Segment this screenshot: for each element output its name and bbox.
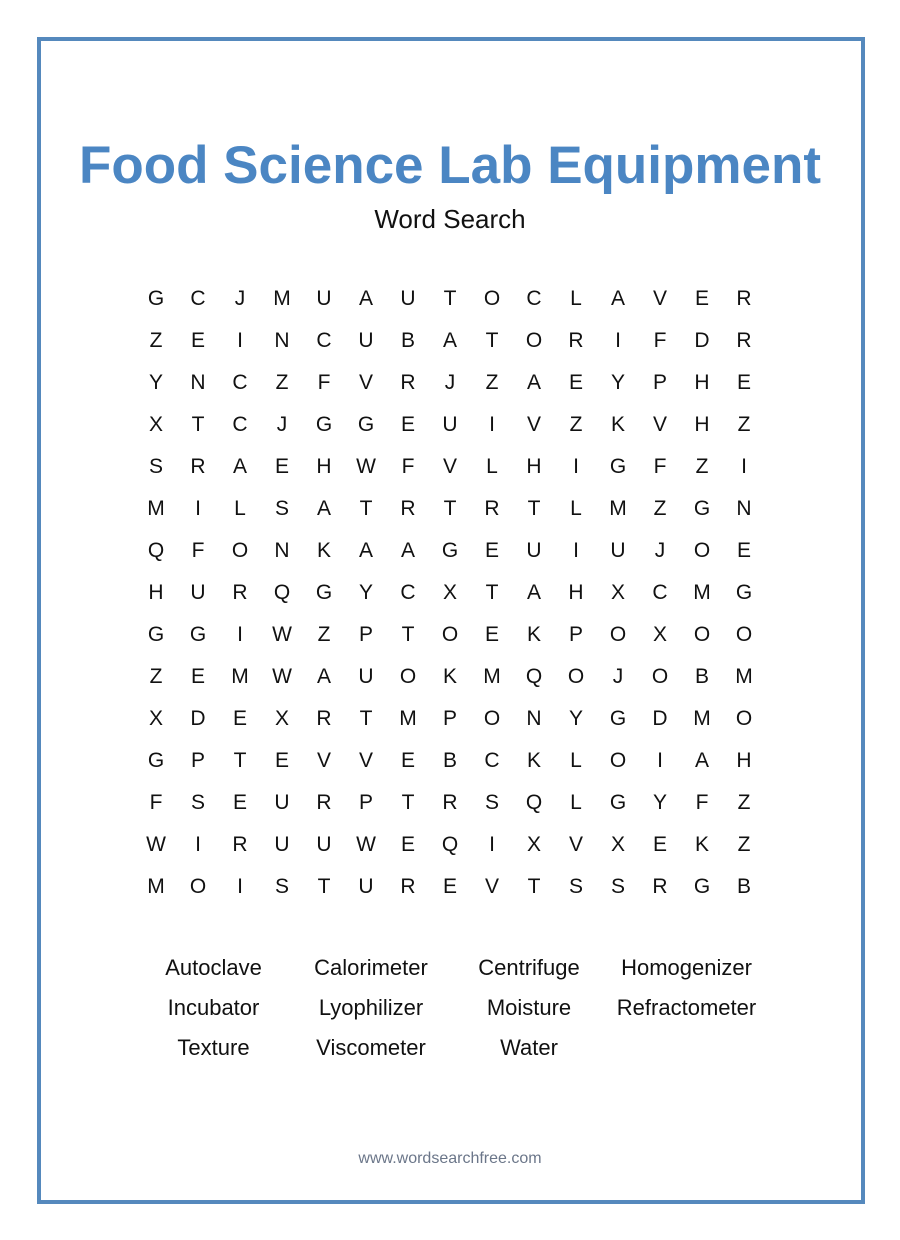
grid-cell[interactable]: F — [653, 455, 667, 478]
grid-cell[interactable]: H — [568, 581, 584, 604]
grid-cell[interactable]: G — [735, 581, 753, 604]
grid-cell[interactable]: F — [149, 791, 163, 814]
puzzle-title: Food Science Lab Equipment — [78, 136, 822, 195]
grid-row — [135, 572, 765, 614]
grid-cell[interactable]: T — [359, 497, 373, 520]
grid-cell[interactable]: F — [401, 455, 415, 478]
grid-cell[interactable]: I — [741, 455, 747, 478]
grid-cell[interactable]: E — [400, 749, 415, 772]
word-list — [135, 948, 765, 1068]
grid-cell[interactable]: A — [400, 539, 415, 562]
grid-cell[interactable]: F — [653, 329, 667, 352]
grid-cell[interactable]: Q — [147, 539, 165, 562]
grid-cell[interactable]: V — [652, 287, 667, 310]
grid-cell[interactable]: R — [190, 455, 206, 478]
grid-cell[interactable]: B — [694, 665, 709, 688]
grid-cell[interactable]: T — [443, 497, 457, 520]
grid-cell[interactable]: G — [315, 581, 333, 604]
grid-cell[interactable]: J — [612, 665, 624, 688]
grid-cell[interactable]: G — [609, 707, 627, 730]
grid-cell[interactable]: C — [652, 581, 668, 604]
grid-cell[interactable]: Y — [148, 371, 163, 394]
word-list-item: Homogenizer — [621, 955, 752, 980]
grid-cell[interactable]: W — [146, 833, 166, 856]
grid-cell[interactable]: I — [615, 329, 621, 352]
grid-cell[interactable]: A — [316, 497, 331, 520]
grid-cell[interactable]: O — [483, 707, 501, 730]
grid-row — [135, 320, 765, 362]
grid-cell[interactable]: M — [735, 665, 753, 688]
grid-row — [135, 362, 765, 404]
grid-cell[interactable]: G — [693, 875, 711, 898]
grid-cell[interactable]: L — [570, 497, 582, 520]
word-list-item: Centrifuge — [478, 955, 580, 980]
grid-cell[interactable]: A — [694, 749, 709, 772]
grid-cell[interactable]: J — [276, 413, 288, 436]
grid-cell[interactable]: G — [147, 287, 165, 310]
grid-cell[interactable]: S — [274, 875, 289, 898]
grid-cell[interactable]: P — [358, 623, 373, 646]
grid-cell[interactable]: Z — [275, 371, 289, 394]
grid-cell[interactable]: U — [316, 287, 332, 310]
grid-cell[interactable]: E — [694, 287, 709, 310]
grid-cell[interactable]: Y — [568, 707, 583, 730]
grid-cell[interactable]: G — [609, 791, 627, 814]
grid-cell[interactable]: X — [274, 707, 289, 730]
grid-row — [135, 404, 765, 446]
grid-row — [135, 446, 765, 488]
grid-cell[interactable]: W — [356, 455, 376, 478]
grid-cell[interactable]: A — [442, 329, 457, 352]
grid-cell[interactable]: U — [274, 791, 290, 814]
word-list-item: Texture — [177, 1035, 250, 1060]
grid-cell[interactable]: M — [693, 707, 711, 730]
grid-cell[interactable]: O — [567, 665, 585, 688]
grid-cell[interactable]: S — [274, 497, 289, 520]
footer-url[interactable]: www.wordsearchfree.com — [358, 1150, 542, 1167]
grid-cell[interactable]: E — [190, 665, 205, 688]
grid-cell[interactable]: V — [316, 749, 331, 772]
grid-cell[interactable]: F — [191, 539, 205, 562]
grid-cell[interactable]: S — [148, 455, 163, 478]
grid-cell[interactable]: E — [484, 623, 499, 646]
grid-cell[interactable]: X — [148, 707, 163, 730]
grid-cell[interactable]: O — [735, 623, 753, 646]
grid-cell[interactable]: J — [234, 287, 246, 310]
grid-cell[interactable]: S — [610, 875, 625, 898]
grid-cell[interactable]: G — [147, 623, 165, 646]
grid-cell[interactable]: I — [573, 455, 579, 478]
grid-cell[interactable]: O — [735, 707, 753, 730]
grid-cell[interactable]: I — [657, 749, 663, 772]
grid-cell[interactable]: N — [274, 329, 290, 352]
grid-cell[interactable]: V — [358, 749, 373, 772]
grid-cell[interactable]: X — [652, 623, 667, 646]
grid-row — [135, 866, 765, 908]
grid-cell[interactable]: G — [315, 413, 333, 436]
grid-cell[interactable]: H — [316, 455, 332, 478]
grid-cell[interactable]: E — [484, 539, 499, 562]
grid-row — [135, 488, 765, 530]
grid-cell[interactable]: M — [483, 665, 501, 688]
grid-cell[interactable]: M — [231, 665, 249, 688]
grid-row — [135, 530, 765, 572]
grid-cell[interactable]: B — [736, 875, 751, 898]
grid-cell[interactable]: G — [609, 455, 627, 478]
grid-cell[interactable]: B — [442, 749, 457, 772]
grid-cell[interactable]: O — [189, 875, 207, 898]
word-list-item: Moisture — [486, 995, 572, 1020]
grid-cell[interactable]: D — [652, 707, 668, 730]
word-list-item: Water — [500, 1035, 558, 1060]
grid-cell[interactable]: U — [190, 581, 206, 604]
grid-cell[interactable]: T — [527, 875, 541, 898]
grid-cell[interactable]: U — [442, 413, 458, 436]
grid-cell[interactable]: Z — [149, 665, 163, 688]
grid-cell[interactable]: U — [358, 665, 374, 688]
grid-row — [135, 614, 765, 656]
letter-grid — [135, 278, 765, 908]
grid-cell[interactable]: R — [232, 833, 248, 856]
grid-cell[interactable]: I — [195, 497, 201, 520]
grid-cell[interactable]: X — [610, 833, 625, 856]
grid-cell[interactable]: X — [442, 581, 457, 604]
grid-cell[interactable]: R — [652, 875, 668, 898]
grid-cell[interactable]: P — [442, 707, 457, 730]
grid-cell[interactable]: K — [526, 623, 541, 646]
grid-cell[interactable]: A — [526, 371, 541, 394]
grid-cell[interactable]: G — [189, 623, 207, 646]
grid-cell[interactable]: E — [232, 707, 247, 730]
grid-cell[interactable]: A — [526, 581, 541, 604]
grid-cell[interactable]: Z — [737, 833, 751, 856]
grid-cell[interactable]: C — [190, 287, 206, 310]
grid-cell[interactable]: T — [359, 707, 373, 730]
grid-cell[interactable]: J — [654, 539, 666, 562]
grid-row — [135, 782, 765, 824]
grid-cell[interactable]: Y — [358, 581, 373, 604]
grid-cell[interactable]: N — [190, 371, 206, 394]
grid-cell[interactable]: O — [693, 623, 711, 646]
grid-cell[interactable]: T — [401, 791, 415, 814]
grid-cell[interactable]: Y — [610, 371, 625, 394]
grid-cell[interactable]: N — [526, 707, 542, 730]
grid-cell[interactable]: M — [273, 287, 291, 310]
grid-cell[interactable]: U — [274, 833, 290, 856]
grid-cell[interactable]: C — [316, 329, 332, 352]
grid-cell[interactable]: O — [609, 749, 627, 772]
grid-cell[interactable]: K — [442, 665, 457, 688]
grid-cell[interactable]: I — [237, 875, 243, 898]
grid-cell[interactable]: Z — [695, 455, 709, 478]
grid-cell[interactable]: W — [272, 665, 292, 688]
grid-cell[interactable]: P — [652, 371, 667, 394]
grid-cell[interactable]: R — [316, 791, 332, 814]
grid-cell[interactable]: V — [652, 413, 667, 436]
grid-cell[interactable]: T — [191, 413, 205, 436]
grid-cell[interactable]: Z — [317, 623, 331, 646]
grid-cell[interactable]: M — [399, 707, 417, 730]
word-list-item: Calorimeter — [314, 955, 428, 980]
grid-cell[interactable]: H — [694, 371, 710, 394]
grid-cell[interactable]: E — [400, 833, 415, 856]
grid-cell[interactable]: V — [526, 413, 541, 436]
grid-cell[interactable]: L — [486, 455, 498, 478]
grid-cell[interactable]: L — [570, 749, 582, 772]
grid-cell[interactable]: V — [442, 455, 457, 478]
grid-row — [135, 278, 765, 320]
grid-cell[interactable]: N — [736, 497, 752, 520]
grid-cell[interactable]: H — [148, 581, 164, 604]
word-list-item: Refractometer — [616, 995, 757, 1020]
grid-cell[interactable]: Z — [485, 371, 499, 394]
grid-cell[interactable]: O — [609, 623, 627, 646]
grid-cell[interactable]: R — [232, 581, 248, 604]
grid-cell[interactable]: O — [483, 287, 501, 310]
grid-cell[interactable]: U — [400, 287, 416, 310]
grid-cell[interactable]: O — [231, 539, 249, 562]
grid-row — [135, 656, 765, 698]
grid-cell[interactable]: P — [190, 749, 205, 772]
grid-cell[interactable]: C — [484, 749, 500, 772]
grid-cell[interactable]: E — [736, 371, 751, 394]
grid-cell[interactable]: R — [442, 791, 458, 814]
word-list-item: Autoclave — [165, 955, 262, 980]
grid-cell[interactable]: R — [484, 497, 500, 520]
grid-cell[interactable]: E — [568, 371, 583, 394]
grid-cell[interactable]: H — [694, 413, 710, 436]
grid-cell[interactable]: E — [652, 833, 667, 856]
grid-cell[interactable]: H — [736, 749, 752, 772]
grid-cell[interactable]: Q — [273, 581, 291, 604]
grid-cell[interactable]: I — [489, 833, 495, 856]
grid-cell[interactable]: A — [358, 539, 373, 562]
grid-cell[interactable]: Z — [653, 497, 667, 520]
grid-cell[interactable]: E — [442, 875, 457, 898]
grid-cell[interactable]: T — [233, 749, 247, 772]
grid-cell[interactable]: L — [570, 287, 582, 310]
grid-cell[interactable]: R — [568, 329, 584, 352]
grid-cell[interactable]: R — [400, 371, 416, 394]
grid-cell[interactable]: O — [399, 665, 417, 688]
grid-cell[interactable]: V — [358, 371, 373, 394]
grid-cell[interactable]: U — [526, 539, 542, 562]
grid-cell[interactable]: N — [274, 539, 290, 562]
grid-cell[interactable]: A — [232, 455, 247, 478]
grid-cell[interactable]: T — [401, 623, 415, 646]
grid-cell[interactable]: Z — [737, 791, 751, 814]
grid-cell[interactable]: C — [526, 287, 542, 310]
grid-cell[interactable]: G — [357, 413, 375, 436]
grid-cell[interactable]: P — [568, 623, 583, 646]
word-list-item: Lyophilizer — [318, 995, 424, 1020]
grid-cell[interactable]: S — [190, 791, 205, 814]
grid-cell[interactable]: E — [274, 749, 289, 772]
grid-cell[interactable]: R — [400, 497, 416, 520]
grid-cell[interactable]: I — [237, 623, 243, 646]
grid-cell[interactable]: U — [358, 875, 374, 898]
grid-cell[interactable]: Y — [652, 791, 667, 814]
grid-cell[interactable]: E — [190, 329, 205, 352]
grid-cell[interactable]: E — [274, 455, 289, 478]
grid-cell[interactable]: L — [570, 791, 582, 814]
grid-cell[interactable]: T — [317, 875, 331, 898]
word-list-item: Incubator — [167, 995, 260, 1020]
grid-cell[interactable]: P — [358, 791, 373, 814]
grid-cell[interactable]: I — [195, 833, 201, 856]
grid-cell[interactable]: S — [568, 875, 583, 898]
grid-cell[interactable]: H — [526, 455, 542, 478]
grid-cell[interactable]: O — [693, 539, 711, 562]
grid-cell[interactable]: W — [356, 833, 376, 856]
grid-cell[interactable]: T — [527, 497, 541, 520]
grid-cell[interactable]: T — [443, 287, 457, 310]
grid-cell[interactable]: F — [695, 791, 709, 814]
grid-cell[interactable]: T — [485, 329, 499, 352]
grid-cell[interactable]: V — [484, 875, 499, 898]
grid-cell[interactable]: A — [610, 287, 625, 310]
grid-cell[interactable]: I — [489, 413, 495, 436]
grid-cell[interactable]: T — [485, 581, 499, 604]
grid-cell[interactable]: M — [609, 497, 627, 520]
grid-cell[interactable]: K — [610, 413, 625, 436]
grid-cell[interactable]: Z — [737, 413, 751, 436]
grid-cell[interactable]: O — [525, 329, 543, 352]
grid-cell[interactable]: C — [400, 581, 416, 604]
grid-cell[interactable]: Q — [441, 833, 459, 856]
grid-cell[interactable]: E — [232, 791, 247, 814]
grid-cell[interactable]: U — [316, 833, 332, 856]
grid-cell[interactable]: X — [610, 581, 625, 604]
grid-cell[interactable]: K — [526, 749, 541, 772]
grid-cell[interactable]: O — [441, 623, 459, 646]
grid-cell[interactable]: B — [400, 329, 415, 352]
grid-cell[interactable]: A — [316, 665, 331, 688]
grid-cell[interactable]: L — [234, 497, 246, 520]
grid-cell[interactable]: O — [651, 665, 669, 688]
grid-cell[interactable]: Q — [525, 791, 543, 814]
grid-cell[interactable]: M — [147, 497, 165, 520]
grid-cell[interactable]: Z — [149, 329, 163, 352]
grid-cell[interactable]: M — [693, 581, 711, 604]
grid-cell[interactable]: K — [316, 539, 331, 562]
grid-cell[interactable]: R — [736, 287, 752, 310]
word-list-item: Viscometer — [316, 1035, 426, 1060]
grid-cell[interactable]: R — [316, 707, 332, 730]
grid-cell[interactable]: D — [694, 329, 710, 352]
grid-cell[interactable]: Z — [569, 413, 583, 436]
grid-cell[interactable]: S — [484, 791, 499, 814]
grid-row — [135, 698, 765, 740]
grid-cell[interactable]: K — [694, 833, 709, 856]
grid-cell[interactable]: A — [358, 287, 373, 310]
grid-cell[interactable]: V — [568, 833, 583, 856]
grid-cell[interactable]: X — [148, 413, 163, 436]
grid-cell[interactable]: W — [272, 623, 292, 646]
grid-cell[interactable]: C — [232, 371, 248, 394]
grid-row — [135, 824, 765, 866]
grid-cell[interactable]: C — [232, 413, 248, 436]
grid-cell[interactable]: G — [147, 749, 165, 772]
grid-cell[interactable]: Q — [525, 665, 543, 688]
grid-cell[interactable]: I — [573, 539, 579, 562]
grid-cell[interactable]: U — [358, 329, 374, 352]
grid-cell[interactable]: U — [610, 539, 626, 562]
grid-cell[interactable]: R — [736, 329, 752, 352]
grid-row — [135, 740, 765, 782]
grid-cell[interactable]: J — [444, 371, 456, 394]
puzzle-subtitle: Word Search — [374, 204, 526, 234]
grid-cell[interactable]: D — [190, 707, 206, 730]
grid-cell[interactable]: F — [317, 371, 331, 394]
grid-cell[interactable]: G — [441, 539, 459, 562]
grid-cell[interactable]: G — [693, 497, 711, 520]
grid-cell[interactable]: I — [237, 329, 243, 352]
grid-cell[interactable]: M — [147, 875, 165, 898]
grid-cell[interactable]: E — [736, 539, 751, 562]
grid-cell[interactable]: R — [400, 875, 416, 898]
grid-cell[interactable]: E — [400, 413, 415, 436]
grid-cell[interactable]: X — [526, 833, 541, 856]
